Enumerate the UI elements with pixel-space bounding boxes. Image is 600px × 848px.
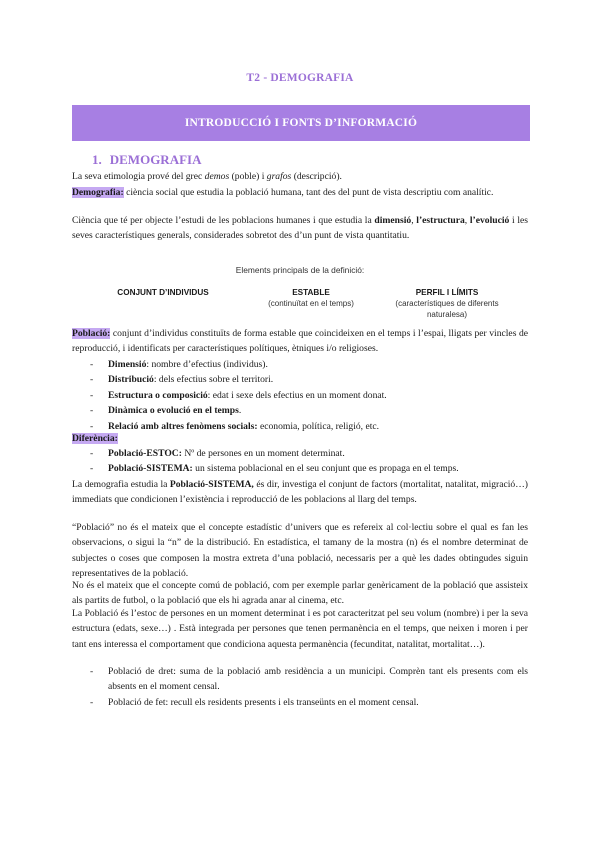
bullet-dash: -: [90, 420, 94, 432]
list-item: [72, 388, 528, 403]
definition-text: ciència social que estudia la població humana, tant des del punt de vista descriptiu com analític.: [123, 187, 494, 198]
list-item-term: Dinàmica o evolució en el temps: [108, 405, 239, 417]
features-list: [72, 357, 528, 434]
list-item-text: economia, política, religió, etc.: [257, 420, 380, 432]
poblacio-text: conjunt d’individus constituïts de forma estable que coincideixen en el temps i l’espai, lligats per vincles de reproducció, i identificats per característiques polítiques, ètniques i/o religioses.: [72, 328, 528, 355]
list-item-text: : edat i sexe dels efectius en un moment donat.: [207, 389, 387, 401]
definition-paragraph: [72, 185, 528, 200]
population-types-list: [72, 664, 528, 710]
section-number: 1.: [92, 152, 102, 167]
etymology-text: (descripció).: [291, 171, 342, 182]
list-item-term: Població-SISTEMA:: [108, 463, 193, 475]
comu-paragraph: No és el mateix que el concepte comú de població, com per exemple parlar genèricament de la població que assisteix als partits de futbol, o la població que els hi agrada anar al cinema, etc.: [72, 580, 528, 607]
diferencia-term: Diferència:: [72, 433, 118, 444]
definition-elements-diagram: [72, 265, 528, 321]
bullet-dash: -: [90, 463, 94, 475]
bullet-dash: -: [90, 389, 94, 401]
poblacio-term: Població:: [72, 328, 111, 339]
bullet-dash: -: [90, 448, 94, 459]
list-item: [72, 357, 528, 372]
estadistic-paragraph: “Població” no és el mateix que el concepte estadístic d’univers que es refereix al col·lectiu sobre el qual es fan les observacions, o sigui la “n” de la distribució. En estadística, el tamany de la mostra (n) és el nombre determinat de subjectes o coses que composen la mostra extreta d’una població, necessaris per a què les dades obtingudes siguin representatives de la població.: [72, 522, 528, 580]
sistema-text: és dir, investiga el conjunt de factors (mortalitat, natalitat, migració…) immediats que condicionen l’existència i reproducció de les poblacions al llarg del temps.: [72, 479, 528, 506]
poblacio-paragraph: [72, 326, 528, 357]
etymology-text: La seva etimologia prové del grec: [72, 171, 205, 182]
list-item-text: : nombre d’efectius (individus).: [146, 359, 268, 370]
list-item-term: Població-ESTOC:: [108, 448, 182, 459]
science-text: i les seves característiques generals, considerades sobretot des d’un punt de vista quantitatiu.: [72, 215, 529, 242]
list-item-text: .: [238, 405, 242, 417]
document-title: T2 - DEMOGRAFIA: [246, 72, 354, 84]
list-item-term: Distribució: [108, 374, 154, 386]
bullet-dash: -: [90, 359, 94, 370]
list-item: [72, 461, 528, 476]
list-item: [72, 664, 528, 695]
list-item: [72, 695, 528, 710]
bullet-dash: -: [90, 666, 94, 677]
bullet-dash: -: [90, 405, 94, 417]
etymology-word-demos: demos: [204, 171, 230, 182]
section-heading: [92, 152, 201, 168]
separator: ,: [464, 215, 470, 226]
keyword-dimensio: dimensió: [374, 215, 412, 226]
definition-term: Demografia:: [72, 187, 124, 198]
bullet-dash: -: [90, 696, 94, 708]
keyword-evolucio: l’evolució: [469, 215, 510, 226]
list-item-text: : dels efectius sobre el territori.: [153, 374, 274, 386]
diagram-element-estable: [252, 287, 370, 309]
diagram-element-sub: (continuïtat en el temps): [268, 299, 354, 308]
sistema-text: La demografia estudia la: [72, 479, 170, 490]
list-item-text: Població de dret: suma de la població amb residència a un municipi. Comprèn tant els presents com els absents en el moment censal.: [108, 666, 528, 693]
list-item-text: un sistema poblacional en el seu conjunt que es propaga en el temps.: [192, 463, 459, 475]
list-item: [72, 446, 528, 461]
list-item-text: Nº de persones en un moment determinat.: [181, 448, 345, 459]
estoc-paragraph: La Població és l’estoc de persones en un moment determinat i es pot caracteritzat pel seu volum (nombre) i per la seva estructura (edats, sexe…) . Està integrada per persones que tenen permanència en el temps, que neixen i moren i per tant ens interessa el comportament que condiciona aquesta permanència (fecunditat, natalitat, mortalitat…).: [72, 608, 528, 650]
list-item: [72, 403, 528, 418]
section-title: DEMOGRAFIA: [109, 152, 202, 167]
diagram-element-heading: ESTABLE: [292, 288, 330, 297]
section-banner: INTRODUCCIÓ I FONTS D’INFORMACIÓ: [72, 105, 530, 141]
etymology-text: (poble) i: [229, 171, 267, 182]
list-item-term: Estructura o composició: [108, 389, 208, 401]
differences-list: [72, 446, 528, 477]
sistema-paragraph: [72, 477, 528, 508]
science-paragraph: [72, 213, 528, 244]
list-item: [72, 372, 528, 387]
sistema-term: Població-SISTEMA,: [169, 479, 254, 490]
diagram-element-heading: CONJUNT D’INDIVIDUS: [117, 288, 209, 297]
diagram-element-conjunt: [108, 287, 218, 298]
bullet-dash: -: [90, 374, 94, 386]
etymology-word-grafos: grafos: [266, 171, 292, 182]
diagram-element-sub: (característiques de diferents naturalesa): [395, 299, 499, 319]
science-text: Ciència que té per objecte l’estudi de les poblacions humanes i que estudia la: [72, 215, 375, 226]
diagram-title: Elements principals de la definició:: [235, 265, 365, 275]
list-item-text: Població de fet: recull els residents presents i els transeünts en el moment censal.: [108, 696, 419, 708]
separator: ,: [411, 215, 417, 226]
keyword-estructura: l’estructura: [416, 215, 465, 226]
list-item-term: Relació amb altres fenòmens socials:: [108, 420, 258, 432]
etymology-paragraph: [72, 169, 528, 184]
diferencia-heading: [72, 431, 528, 446]
list-item-term: Dimensió: [108, 359, 147, 370]
diagram-element-perfil: [384, 287, 510, 320]
diagram-element-heading: PERFIL I LÍMITS: [415, 288, 479, 297]
